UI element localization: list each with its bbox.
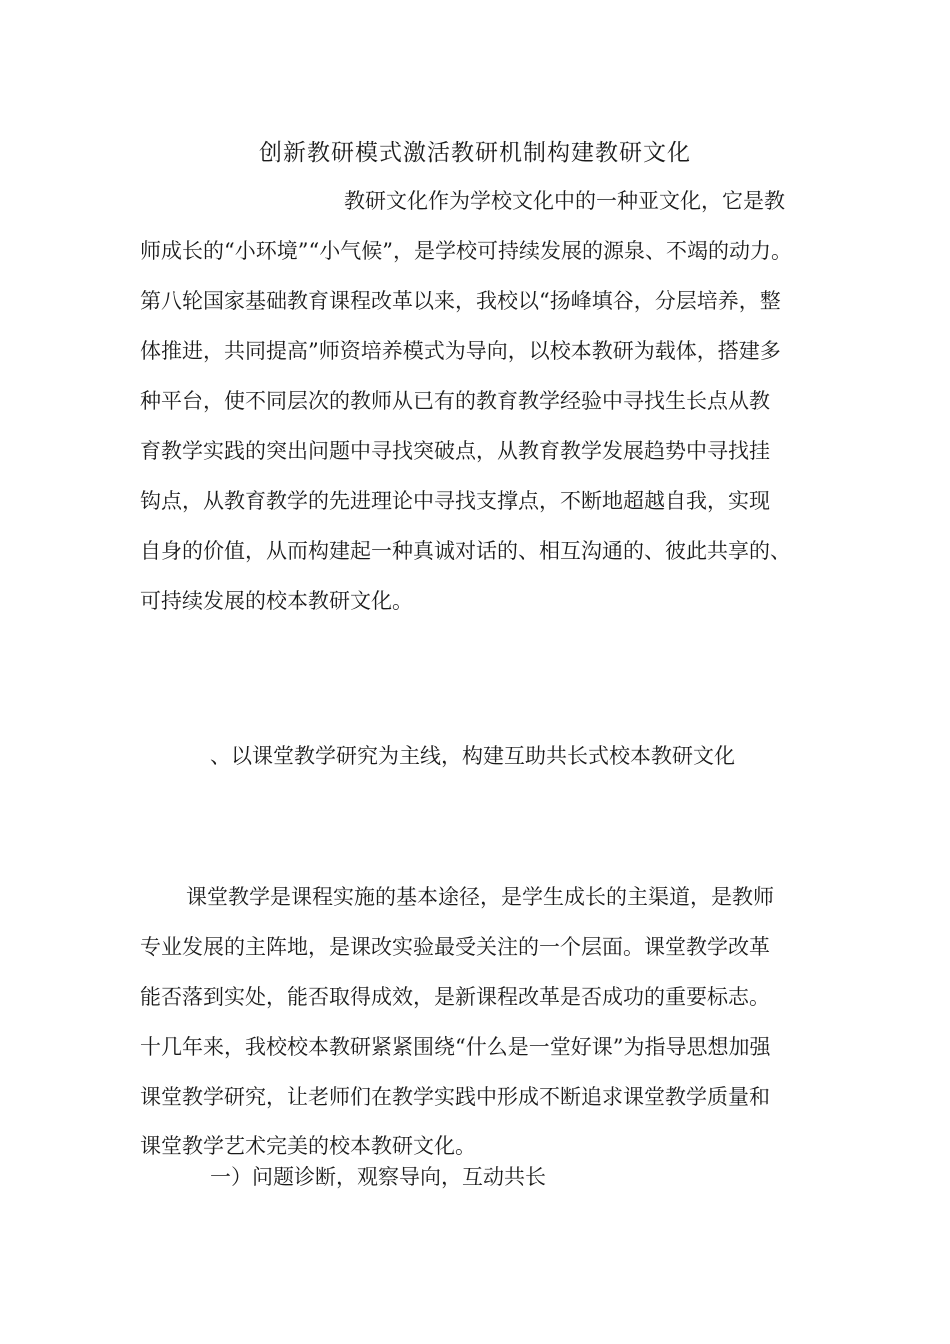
intro-line: 第八轮国家基础教育课程改革以来，我校以“扬峰填谷，分层培养，整 xyxy=(140,289,781,313)
intro-line: 钩点，从教育教学的先进理论中寻找支撑点，不断地超越自我，实现 xyxy=(140,489,770,513)
subsection-heading: 一）问题诊断，观察导向，互动共长 xyxy=(210,1165,546,1189)
intro-line: 体推进，共同提高”师资培养模式为导向，以校本教研为载体，搭建多 xyxy=(140,339,781,363)
section-line: 课堂教学艺术完美的校本教研文化。 xyxy=(140,1134,476,1158)
intro-line: 育教学实践的突出问题中寻找突破点，从教育教学发展趋势中寻找挂 xyxy=(140,439,770,463)
section-line: 能否落到实处，能否取得成效，是新课程改革是否成功的重要标志。 xyxy=(140,985,770,1009)
document-title: 创新教研模式激活教研机制构建教研文化 xyxy=(259,140,691,166)
section-heading: 、以课堂教学研究为主线，构建互助共长式校本教研文化 xyxy=(210,744,735,768)
section-line: 十几年来，我校校本教研紧紧围绕“什么是一堂好课”为指导思想加强 xyxy=(140,1035,771,1059)
intro-line: 自身的价值，从而构建起一种真诚对话的、相互沟通的、彼此共享的、 xyxy=(140,539,791,563)
intro-line: 教研文化作为学校文化中的一种亚文化，它是教 xyxy=(344,189,785,213)
intro-line: 种平台，使不同层次的教师从已有的教育教学经验中寻找生长点从教 xyxy=(140,389,770,413)
intro-line: 可持续发展的校本教研文化。 xyxy=(140,589,413,613)
section-line: 课堂教学研究，让老师们在教学实践中形成不断追求课堂教学质量和 xyxy=(140,1085,770,1109)
intro-line: 师成长的“小环境”“小气候”，是学校可持续发展的源泉、不竭的动力。 xyxy=(140,239,792,263)
section-line: 课堂教学是课程实施的基本途径，是学生成长的主渠道，是教师 xyxy=(186,885,774,909)
section-line: 专业发展的主阵地，是课改实验最受关注的一个层面。课堂教学改革 xyxy=(140,935,770,959)
